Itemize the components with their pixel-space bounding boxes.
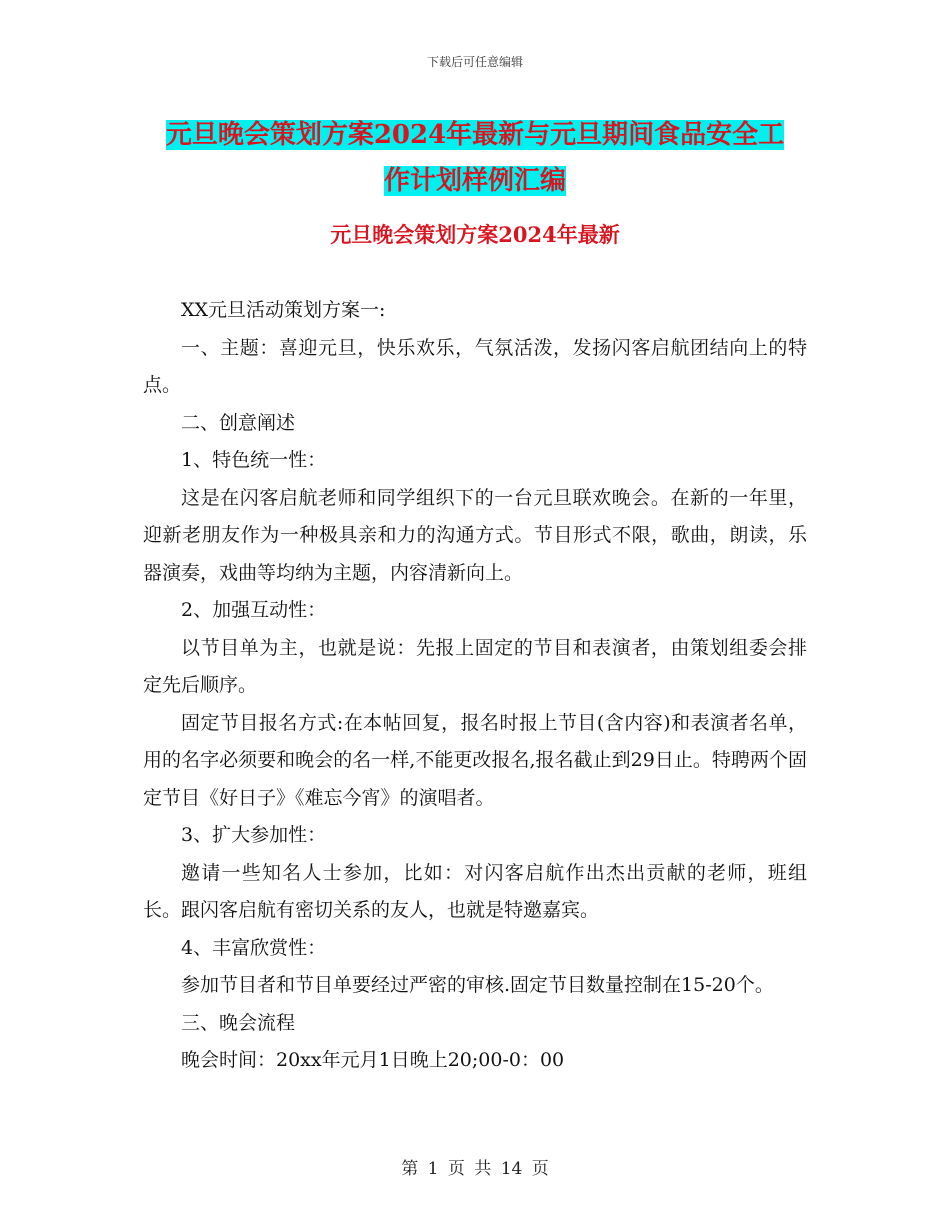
section-title: 元旦晚会策划方案2024年最新 [330, 222, 620, 247]
paragraph-theme: 一、主题：喜迎元旦，快乐欢乐，气氛活泼，发扬闪客启航团结向上的特点。 [143, 336, 807, 396]
paragraph-plan-intro: XX元旦活动策划方案一: [181, 299, 386, 321]
heading-creative: 二、创意阐述 [181, 411, 296, 434]
heading-appreciation: 4、丰富欣赏性： [181, 936, 327, 959]
page-header-note: 下载后可任意编辑 [426, 55, 523, 69]
paragraph-participation: 邀请一些知名人士参加，比如：对闪客启航作出杰出贡献的老师，班组长。跟闪客启航有密切关系的友人，也就是特邀嘉宾。 [143, 861, 807, 921]
heading-participation: 3、扩大参加性： [181, 824, 327, 846]
document-title-line1: 元旦晚会策划方案2024年最新与元旦期间食品安全工 [165, 120, 785, 150]
paragraph-registration: 固定节目报名方式:在本帖回复，报名时报上节目(含内容)和表演者名单，用的名字必须要和晚会的名一样,不能更改报名,报名截止到29日止。特聘两个固定节目《好日子》《难忘今宵》的演唱者。 [143, 711, 807, 809]
heading-flow: 三、晚会流程 [181, 1011, 296, 1034]
paragraph-time: 晚会时间：20xx年元月1日晚上20;00-0：00 [181, 1049, 565, 1071]
heading-interaction: 2、加强互动性： [181, 599, 327, 621]
document-title-line2: 作计划样例汇编 [383, 166, 566, 196]
document-body [143, 292, 807, 1080]
page-footer: 第 1 页 共 14 页 [401, 1159, 549, 1179]
heading-unity: 1、特色统一性： [181, 449, 327, 471]
paragraph-unity: 这是在闪客启航老师和同学组织下的一台元旦联欢晚会。在新的一年里，迎新老朋友作为一种极具亲和力的沟通方式。节目形式不限，歌曲，朗读，乐器演奏，戏曲等均纳为主题，内容清新向上。 [143, 486, 807, 584]
paragraph-interaction: 以节目单为主，也就是说：先报上固定的节目和表演者，由策划组委会排定先后顺序。 [143, 636, 807, 696]
document-title [140, 112, 810, 204]
paragraph-appreciation: 参加节目者和节目单要经过严密的审核.固定节目数量控制在15-20个。 [181, 974, 774, 996]
